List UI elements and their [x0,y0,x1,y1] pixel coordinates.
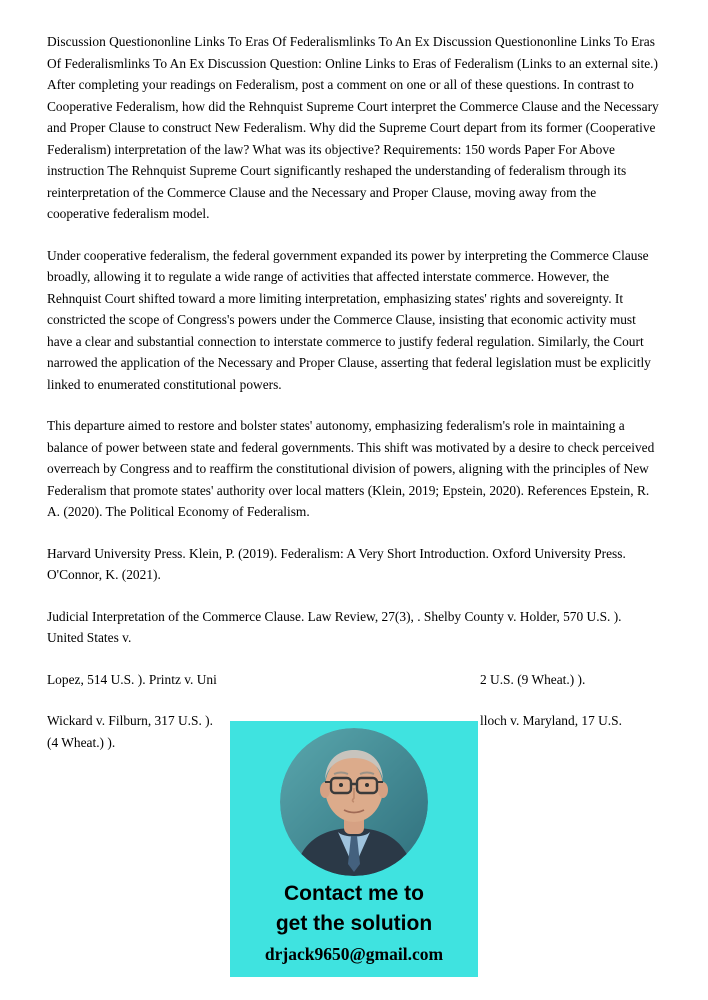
promo-overlay [230,721,478,977]
citation-wickard-left: Wickard v. Filburn, 317 U.S. ). [47,713,213,728]
citation-wickard-right: lloch v. Maryland, 17 U.S. [480,713,622,728]
paragraph-departure-references: This departure aimed to restore and bolster states' autonomy, emphasizing federalism's role in maintaining a balance of power between state and federal governments. This shift was motivated by a desire to check perceived overreach by Congress and to reaffirm the constitutional division of powers, aligning with the principles of New Federalism that promote states' authority over local matters (Klein, 2019; Epstein, 2020). References Epstein, R. A. (2020). The Political Economy of Federalism. [47,418,655,519]
citation-wickard-tail: (4 Wheat.) ). [47,734,116,750]
paragraph-judicial-interpretation: Judicial Interpretation of the Commerce Clause. Law Review, 27(3), . Shelby County v. Holder, 570 U.S. ). United States v. [47,608,622,645]
citation-lopez-left: Lopez, 514 U.S. ). Printz v. Uni [47,671,217,687]
promo-text-line2: get the solution [275,912,433,935]
contact-avatar-photo [280,728,428,876]
citation-lopez-right: 2 U.S. (9 Wheat.) ). [480,671,586,687]
paragraph-discussion-question: Discussion Questiononline Links To Eras Of Federalismlinks To An Ex Discussion Questiononline Links To Eras Of Federalismlinks To An Ex Discussion Question: Online Links to Eras of Federalism (Links to an external site.) After completing your readings on Federalism, post a comment on one or all of these questions. In contrast to Cooperative Federalism, how did the Rehnquist Supreme Court interpret the Commerce Clause and the Necessary and Proper Clause to construct New Federalism. Why did the Supreme Court depart from its former (Cooperative Federalism) interpretation of the law? What was its objective? Requirements: 150 words Paper For Above instruction The Rehnquist Supreme Court significantly reshaped the understanding of federalism through its reinterpretation of the Commerce Clause and the Necessary and Proper Clause, moving away from the cooperative federalism model. [47,34,659,221]
portrait-illustration [280,728,428,876]
document-text [47,31,661,773]
paragraph-cooperative-federalism: Under cooperative federalism, the federal government expanded its power by interpreting the Commerce Clause broadly, allowing it to regulate a wide range of activities that affected interstate commerce. However, the Rehnquist Court shifted toward a more limiting interpretation, emphasizing states' rights and sovereignty. It constricted the scope of Congress's powers under the Commerce Clause, insisting that economic activity must have a clear and substantial connection to interstate commerce to justify federal regulation. Similarly, the Court narrowed the application of the Necessary and Proper Clause, asserting that federal legislation must be explicitly linked to enumerated constitutional powers. [47,247,651,392]
citation-line-lopez [47,669,661,691]
promo-text-line1: Contact me to [283,882,424,905]
promo-email: drjack9650@gmail.com [264,944,444,964]
paragraph-references-continued: Harvard University Press. Klein, P. (2019). Federalism: A Very Short Introduction. Oxford University Press. O'Connor, K. (2021). [47,545,626,582]
